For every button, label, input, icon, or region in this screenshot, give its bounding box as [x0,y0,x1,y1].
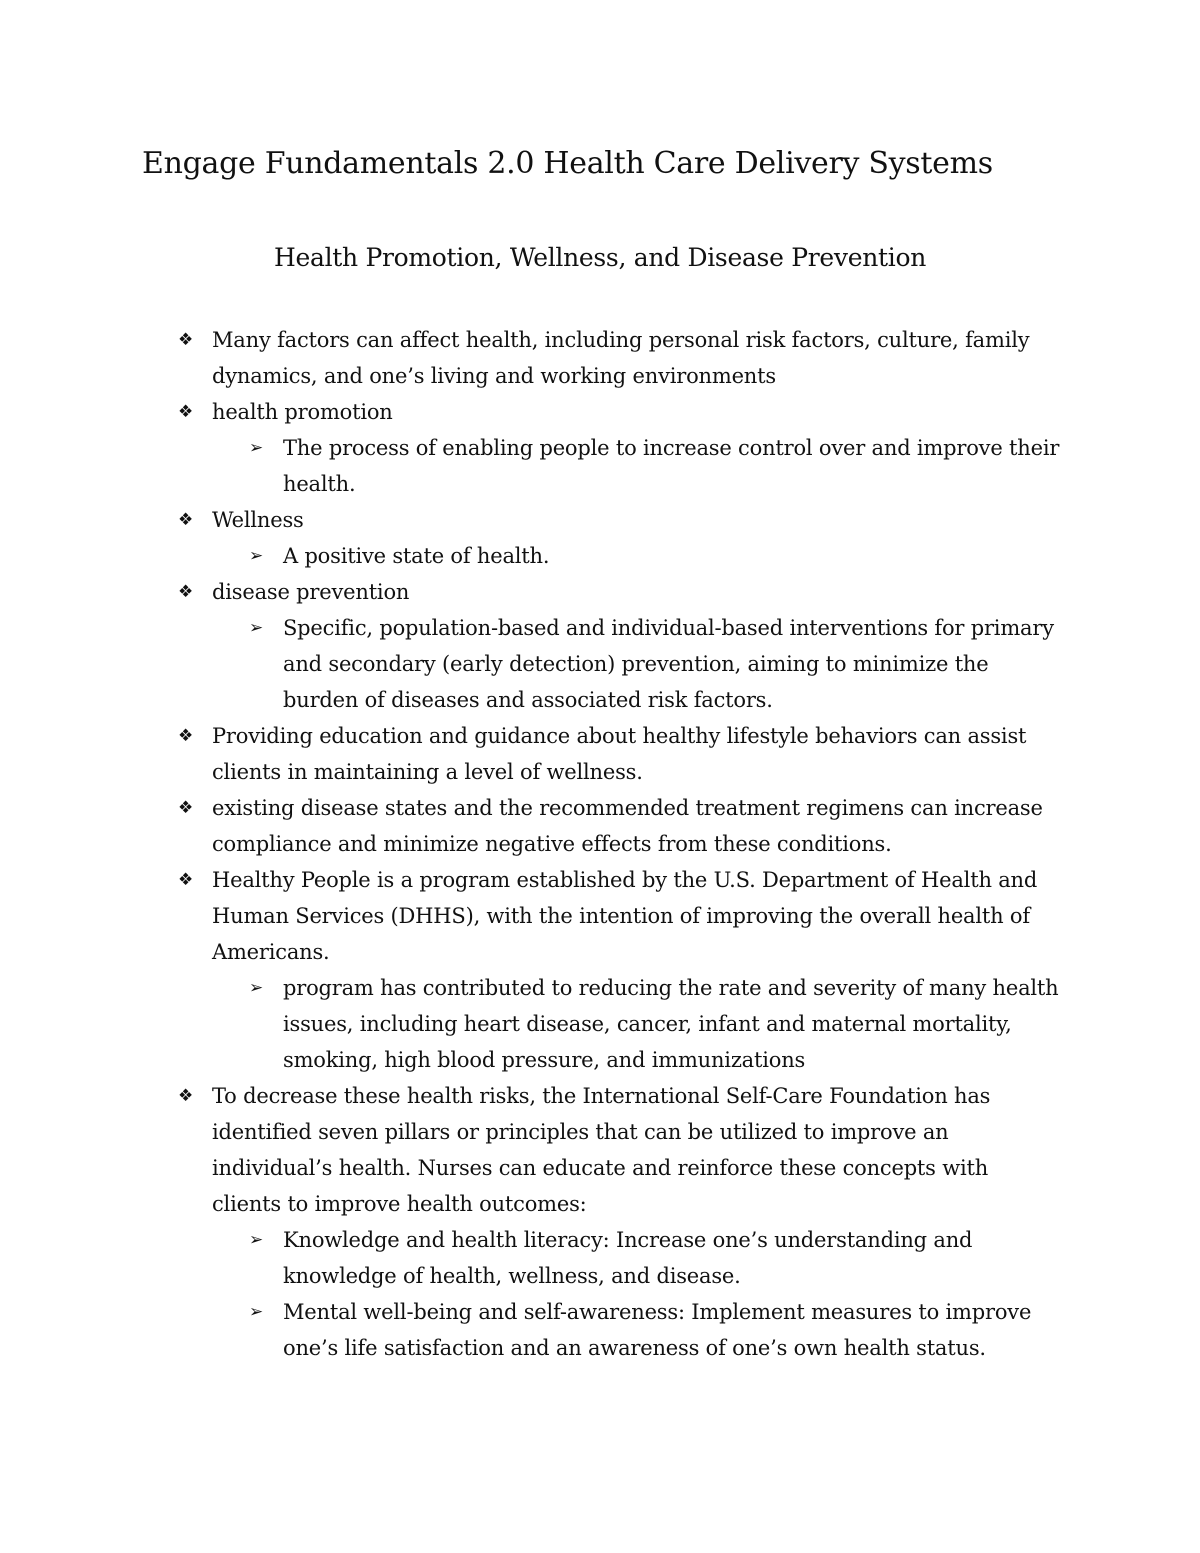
sub-bullet-item [0,538,1200,574]
bullet-text: Knowledge and health literacy: Increase one’s understanding and knowledge of health, wellness, and disease. [283,1228,973,1288]
diamond-bullet-icon: ❖ [178,510,194,530]
bullet-item [0,394,1200,430]
bullet-item [0,574,1200,610]
bullet-text: disease prevention [212,580,410,604]
sub-bullet-item [0,1294,1200,1366]
arrow-bullet-icon: ➢ [249,1302,264,1322]
bullet-text: Specific, population-based and individual-based interventions for primary and secondary (early detection) prevention, aiming to minimize the burden of diseases and associated risk factors. [283,616,1054,712]
diamond-bullet-icon: ❖ [178,330,194,350]
arrow-bullet-icon: ➢ [249,618,264,638]
document-title: Engage Fundamentals 2.0 Health Care Delivery Systems [142,146,993,181]
bullet-text: A positive state of health. [283,544,550,568]
diamond-bullet-icon: ❖ [178,402,194,422]
bullet-text: health promotion [212,400,393,424]
arrow-bullet-icon: ➢ [249,438,264,458]
sub-bullet-item [0,430,1200,502]
arrow-bullet-icon: ➢ [249,1230,264,1250]
bullet-item [0,502,1200,538]
bullet-list [0,322,1200,1366]
diamond-bullet-icon: ❖ [178,798,194,818]
arrow-bullet-icon: ➢ [249,546,264,566]
bullet-text: Providing education and guidance about healthy lifestyle behaviors can assist clients in maintaining a level of wellness. [212,724,1027,784]
bullet-item [0,1078,1200,1222]
section-heading: Health Promotion, Wellness, and Disease Prevention [273,243,927,272]
arrow-bullet-icon: ➢ [249,978,264,998]
bullet-text: program has contributed to reducing the rate and severity of many health issues, including heart disease, cancer, infant and maternal mortality, smoking, high blood pressure, and immunizations [283,976,1059,1072]
bullet-item [0,322,1200,394]
bullet-text: Mental well-being and self-awareness: Implement measures to improve one’s life satisfaction and an awareness of one’s own health status. [283,1300,1032,1360]
bullet-item [0,790,1200,862]
bullet-text: existing disease states and the recommended treatment regimens can increase compliance and minimize negative effects from these conditions. [212,796,1043,856]
bullet-text: To decrease these health risks, the International Self-Care Foundation has identified seven pillars or principles that can be utilized to improve an individual’s health. Nurses can educate and reinforce these concepts with clients to improve health outcomes: [212,1084,991,1216]
sub-bullet-item [0,1222,1200,1294]
bullet-text: Many factors can affect health, including personal risk factors, culture, family dynamics, and one’s living and working environments [212,328,1030,388]
diamond-bullet-icon: ❖ [178,726,194,746]
bullet-text: The process of enabling people to increase control over and improve their health. [283,436,1060,496]
bullet-item [0,718,1200,790]
diamond-bullet-icon: ❖ [178,582,194,602]
sub-bullet-item [0,970,1200,1078]
diamond-bullet-icon: ❖ [178,870,194,890]
diamond-bullet-icon: ❖ [178,1086,194,1106]
bullet-text: Healthy People is a program established by the U.S. Department of Health and Human Services (DHHS), with the intention of improving the overall health of Americans. [212,868,1038,964]
bullet-item [0,862,1200,970]
bullet-text: Wellness [212,508,304,532]
sub-bullet-item [0,610,1200,718]
